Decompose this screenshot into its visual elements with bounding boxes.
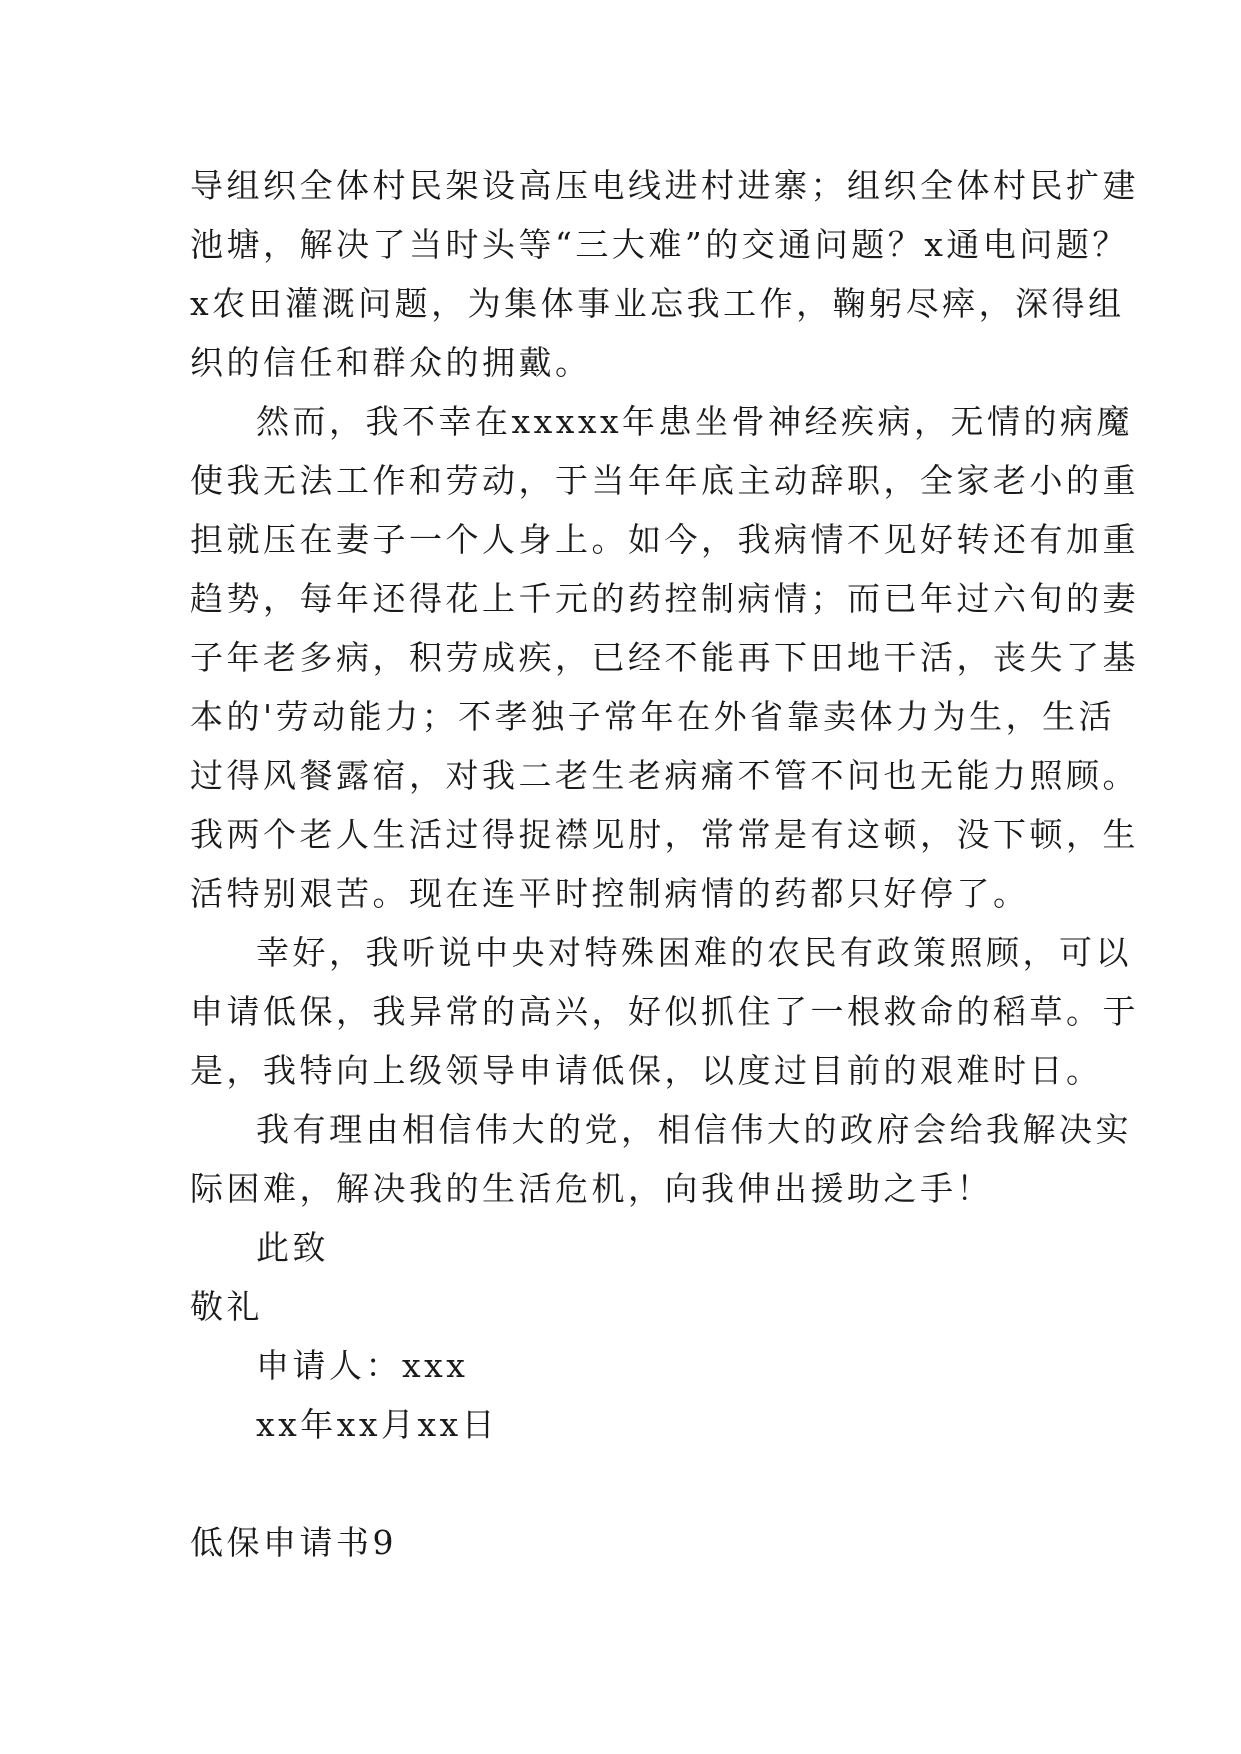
closing-salutation: 此致: [256, 1228, 329, 1267]
paragraph-2-line-2: 使我无法工作和劳动，于当年年底主动辞职，全家老小的重: [190, 461, 1139, 500]
paragraph-3-line-1: 幸好，我听说中央对特殊困难的农民有政策照顾，可以: [256, 933, 1132, 972]
paragraph-2-line-7: 过得风餐露宿，对我二老生老病痛不管不问也无能力照顾。: [190, 756, 1139, 795]
paragraph-2-line-6: 本的'劳动能力；不孝独子常年在外省靠卖体力为生，生活: [190, 697, 1116, 736]
paragraph-4-line-1: 我有理由相信伟大的党，相信伟大的政府会给我解决实: [256, 1110, 1132, 1149]
signature-applicant: 申请人：xxx: [256, 1346, 469, 1385]
paragraph-2-line-8: 我两个老人生活过得捉襟见肘，常常是有这顿，没下顿，生: [190, 815, 1139, 854]
next-section-heading: 低保申请书9: [190, 1523, 397, 1562]
paragraph-2-line-1: 然而，我不幸在xxxxx年患坐骨神经疾病，无情的病魔: [256, 402, 1134, 441]
paragraph-1-line-3: x农田灌溉问题，为集体事业忘我工作，鞠躬尽瘁，深得组: [190, 284, 1125, 323]
paragraph-2-line-3: 担就压在妻子一个人身上。如今，我病情不见好转还有加重: [190, 520, 1139, 559]
paragraph-3-line-2: 申请低保，我异常的高兴，好似抓住了一根救命的稻草。于: [190, 992, 1139, 1031]
signature-date: xx年xx月xx日: [256, 1405, 499, 1444]
paragraph-2-line-5: 子年老多病，积劳成疾，已经不能再下田地干活，丧失了基: [190, 638, 1139, 677]
paragraph-1-line-1: 导组织全体村民架设高压电线进村进寨；组织全体村民扩建: [190, 166, 1139, 205]
paragraph-2-line-4: 趋势，每年还得花上千元的药控制病情；而已年过六旬的妻: [190, 579, 1139, 618]
paragraph-3-line-3: 是，我特向上级领导申请低保，以度过目前的艰难时日。: [190, 1051, 1103, 1090]
paragraph-1-line-4: 织的信任和群众的拥戴。: [190, 343, 592, 382]
paragraph-2-line-9: 活特别艰苦。现在连平时控制病情的药都只好停了。: [190, 874, 1030, 913]
paragraph-4-line-2: 际困难，解决我的生活危机，向我伸出援助之手！: [190, 1169, 993, 1208]
paragraph-1-line-2: 池塘，解决了当时头等“三大难”的交通问题？x通电问题？: [190, 225, 1129, 264]
closing-regards: 敬礼: [190, 1287, 263, 1326]
